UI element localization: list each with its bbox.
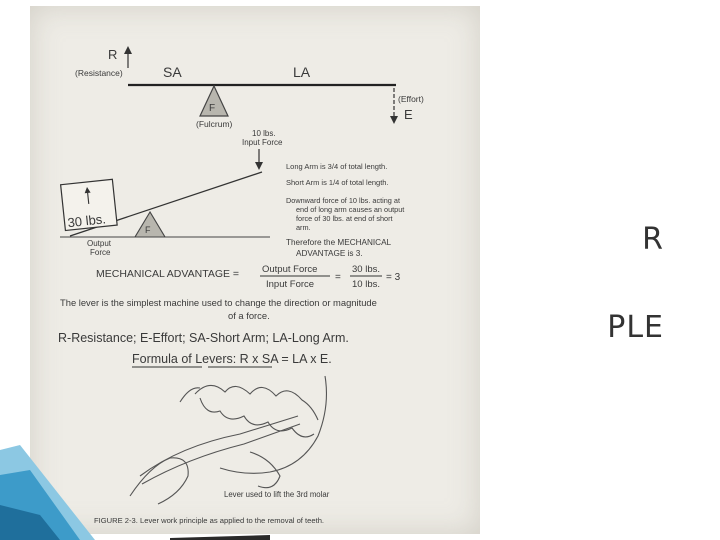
output-force-label-1: Output <box>87 239 112 248</box>
weight-label: 30 lbs. <box>66 211 107 231</box>
note-line-2: Short Arm is 1/4 of total length. <box>286 178 389 187</box>
note-line-6: arm. <box>296 223 311 232</box>
note-line-7: Therefore the MECHANICAL <box>286 238 392 247</box>
note-line-1: Long Arm is 3/4 of total length. <box>286 162 388 171</box>
note-line-4: end of long arm causes an output <box>296 205 405 214</box>
input-force-value: 10 lbs. <box>252 129 276 138</box>
ma-denominator-2: 10 lbs. <box>352 279 380 290</box>
description-line-1: The lever is the simplest machine used to change the direction or magnitude <box>60 297 377 308</box>
input-force-label: Input Force <box>242 138 283 147</box>
short-arm-label: SA <box>163 64 182 80</box>
molar-label: Lever used to lift the 3rd molar <box>224 490 330 499</box>
effort-e: E <box>404 107 413 122</box>
effort-label: (Effort) <box>398 94 424 104</box>
legend-line: R-Resistance; E-Effort; SA-Short Arm; LA-Long Arm. <box>58 331 349 345</box>
resistance-r: R <box>108 47 118 62</box>
fulcrum-incline-f: F <box>145 225 151 235</box>
ma-label: MECHANICAL ADVANTAGE = <box>96 268 240 280</box>
slide-title-fragment-r: R <box>642 222 664 257</box>
fulcrum-label: (Fulcrum) <box>196 119 233 129</box>
resistance-label: (Resistance) <box>75 68 123 78</box>
ma-equals: = <box>335 272 341 283</box>
description-line-2: of a force. <box>228 310 270 321</box>
corner-decoration <box>0 445 270 540</box>
long-arm-label: LA <box>293 64 311 80</box>
ma-result: = 3 <box>386 272 401 283</box>
figure-caption: FIGURE 2-3. Lever work principle as applied to the removal of teeth. <box>94 516 325 525</box>
note-line-3: Downward force of 10 lbs. acting at <box>286 196 400 205</box>
ma-numerator: Output Force <box>262 264 318 275</box>
note-line-5: force of 30 lbs. at end of short <box>296 214 393 223</box>
slide-title-fragment-ple: PLE <box>607 310 664 345</box>
output-force-label-2: Force <box>90 248 111 257</box>
ma-denominator: Input Force <box>266 279 315 290</box>
formula-of-levers: Formula of Levers: R x SA = LA x E. <box>132 352 332 366</box>
ma-numerator-2: 30 lbs. <box>352 264 380 275</box>
note-line-8: ADVANTAGE is 3. <box>296 249 363 258</box>
fulcrum-f: F <box>209 103 216 114</box>
